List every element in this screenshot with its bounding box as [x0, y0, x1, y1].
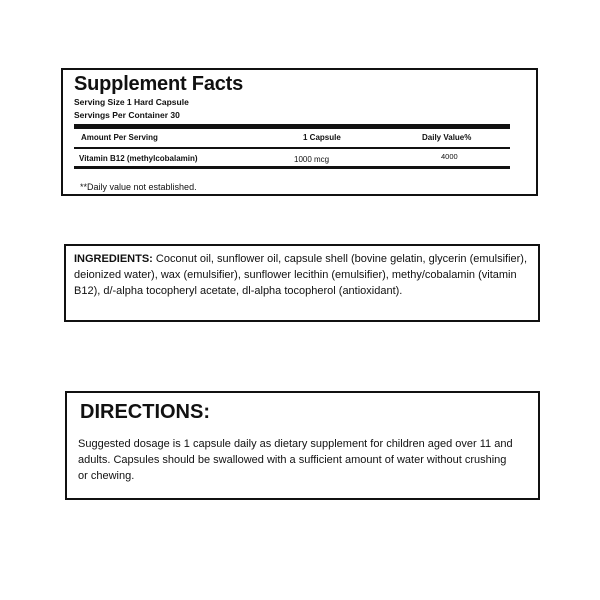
- serving-size: Serving Size 1 Hard Capsule: [74, 97, 189, 107]
- directions-panel: [65, 391, 540, 500]
- divider-medium: [74, 147, 510, 149]
- servings-per-container: Servings Per Container 30: [74, 110, 180, 120]
- nutrient-name: Vitamin B12 (methylcobalamin): [79, 154, 198, 163]
- nutrient-daily-value: 4000: [441, 152, 458, 161]
- divider-thick: [74, 124, 510, 129]
- header-capsule: 1 Capsule: [303, 133, 341, 142]
- divider-bottom: [74, 166, 510, 169]
- header-daily-value: Daily Value%: [422, 133, 472, 142]
- directions-title: DIRECTIONS:: [80, 401, 210, 423]
- directions-text: Suggested dosage is 1 capsule daily as dietary supplement for children aged over 11 and adults. Capsules should be swallowed with a sufficient amount of water without crushing or chewing.: [78, 438, 513, 482]
- ingredients-text: Coconut oil, sunflower oil, capsule shell (bovine gelatin, glycerin (emulsifier), deionized water), wax (emulsifier), sunflower lecithin (emulsifier), methy/cobalamin (vitamin B12), d/-alpha tocopheryl acetate, dl-alpha tocopherol (antioxidant).: [74, 253, 528, 297]
- supplement-facts-panel: [61, 68, 538, 196]
- facts-footnote: **Daily value not established.: [80, 182, 197, 192]
- supplement-facts-title: Supplement Facts: [74, 73, 244, 95]
- ingredients-label: INGREDIENTS:: [74, 253, 153, 265]
- ingredients-panel: [64, 244, 540, 322]
- nutrient-amount: 1000 mcg: [294, 155, 330, 164]
- header-amount-per-serving: Amount Per Serving: [81, 133, 158, 142]
